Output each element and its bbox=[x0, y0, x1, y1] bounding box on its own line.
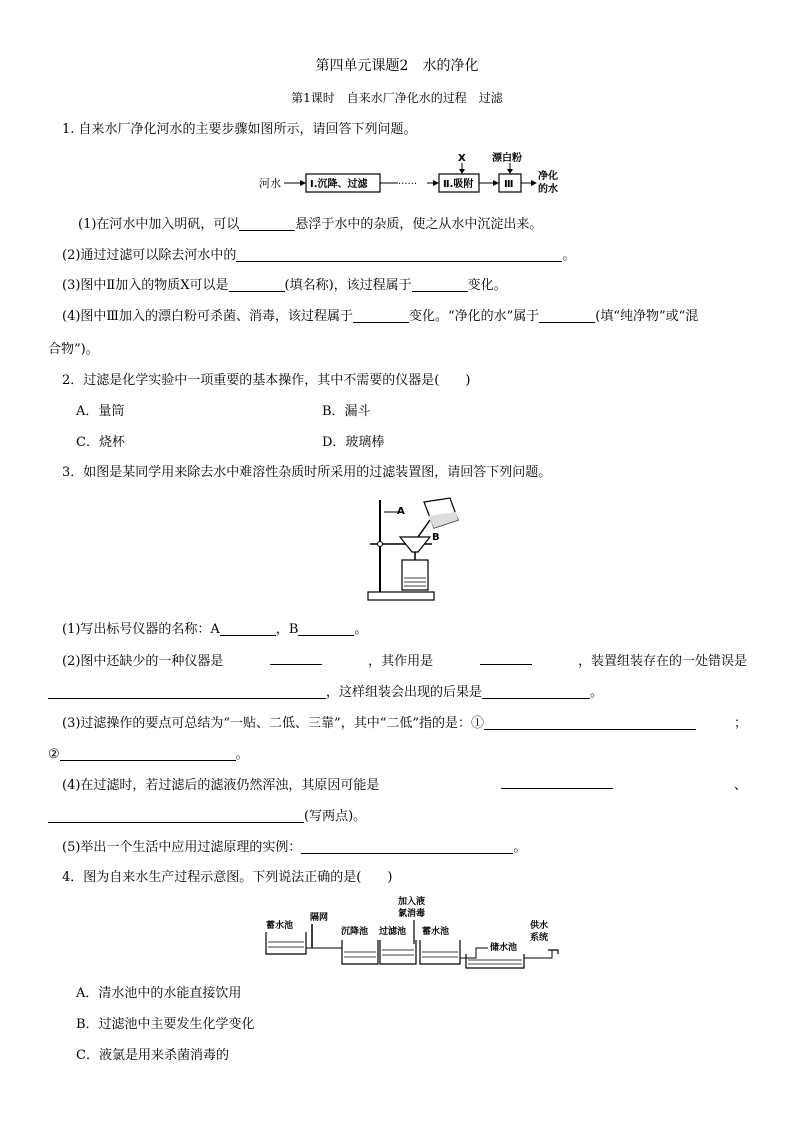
answer-blank[interactable] bbox=[270, 650, 322, 665]
q4-stem: 4．图为自来水生产过程示意图。下列说法正确的是( ) bbox=[62, 870, 393, 885]
q1-part4-cont: 合物”)。 bbox=[48, 342, 99, 357]
q3-part2-cont: ，这样组装会出现的后果是 。 bbox=[48, 681, 603, 700]
q1-x-label: X bbox=[458, 153, 466, 164]
q3-part4-cont: (写两点)。 bbox=[48, 805, 366, 824]
q4-option-c[interactable]: C．液氯是用来杀菌消毒的 bbox=[76, 1048, 229, 1063]
q4-storage-label: 蓄水池 bbox=[266, 921, 294, 931]
page-subtitle: 第1课时 自来水厂净化水的过程 过滤 bbox=[291, 91, 503, 105]
q4-screen-label: 隔网 bbox=[310, 913, 329, 923]
q4-reserve-label: 储水池 bbox=[490, 943, 518, 953]
q1-process-diagram bbox=[255, 148, 595, 198]
answer-blank[interactable] bbox=[353, 308, 409, 323]
q2-option-d[interactable]: D．玻璃棒 bbox=[322, 435, 385, 450]
reserve-tank bbox=[466, 954, 524, 968]
q1-output-label-2: 的水 bbox=[538, 184, 558, 195]
answer-blank[interactable] bbox=[482, 684, 590, 699]
q3-part3-cont: ② 。 bbox=[48, 747, 249, 762]
q4-process-diagram bbox=[262, 892, 570, 970]
q2-option-b[interactable]: B．漏斗 bbox=[322, 404, 371, 419]
q3-part2: (2)图中还缺少的一种仪器是 ，其作用是 ，装置组装存在的一处错误是 bbox=[62, 650, 747, 669]
q3-part4: (4)在过滤时，若过滤后的滤液仍然浑浊，其原因可能是 、 bbox=[62, 774, 747, 793]
q3-part3: (3)过滤操作的要点可总结为“一贴、二低、三靠”，其中“二低”指的是：① ； bbox=[62, 716, 747, 731]
answer-blank[interactable] bbox=[229, 277, 285, 292]
glass-rod bbox=[418, 520, 430, 537]
q1-output-label-1: 净化 bbox=[538, 171, 558, 182]
receiving-beaker bbox=[402, 560, 428, 590]
q1-part1: (1)在河水中加入明矾，可以 悬浮于水中的杂质，使之从水中沉淀出来。 bbox=[78, 217, 543, 232]
q1-bleach-label: 漂白粉 bbox=[492, 153, 522, 164]
answer-blank[interactable] bbox=[220, 621, 276, 636]
q4-supply-label-2: 系统 bbox=[530, 933, 549, 943]
q2-stem: 2．过滤是化学实验中一项重要的基本操作，其中不需要的仪器是( ) bbox=[62, 373, 471, 388]
q4-option-a[interactable]: A．清水池中的水能直接饮用 bbox=[76, 986, 242, 1001]
q3-stem: 3．如图是某同学用来除去水中难溶性杂质时所采用的过滤装置图，请回答下列问题。 bbox=[62, 465, 552, 480]
answer-blank[interactable] bbox=[301, 839, 513, 854]
answer-blank[interactable] bbox=[501, 774, 613, 789]
tap bbox=[548, 950, 558, 954]
page-title: 第四单元课题2 水的净化 bbox=[315, 58, 479, 74]
stand-base bbox=[368, 592, 434, 600]
q1-part4: (4)图中Ⅲ加入的漂白粉可杀菌、消毒，该过程属于 变化。“净化的水”属于 (填“纯净物”或“混 bbox=[62, 309, 699, 324]
answer-blank[interactable] bbox=[539, 308, 595, 323]
q3-filtration-apparatus bbox=[362, 492, 472, 604]
answer-blank[interactable] bbox=[298, 621, 354, 636]
answer-blank[interactable] bbox=[48, 808, 304, 823]
q1-step3-label: Ⅲ bbox=[504, 179, 514, 190]
q4-clear-tank-label: 蓄水池 bbox=[422, 927, 450, 937]
q3-part1: (1)写出标号仪器的名称：A ，B 。 bbox=[62, 622, 368, 637]
q1-part3: (3)图中Ⅱ加入的物质X可以是 (填名称)，该过程属于 变化。 bbox=[62, 278, 507, 293]
filter-tank bbox=[380, 940, 416, 964]
q4-option-b[interactable]: B．过滤池中主要发生化学变化 bbox=[76, 1017, 255, 1032]
q1-stem: 1. 自来水厂净化河水的主要步骤如图所示，请回答下列问题。 bbox=[62, 122, 417, 137]
q1-step2-label: Ⅱ.吸附 bbox=[443, 179, 474, 190]
q4-chlorine-label-1: 加入液 bbox=[398, 897, 426, 907]
answer-blank[interactable] bbox=[236, 247, 562, 262]
answer-blank[interactable] bbox=[412, 277, 468, 292]
q4-filter-label: 过滤池 bbox=[379, 927, 407, 937]
answer-blank[interactable] bbox=[239, 216, 295, 231]
svg-text:······: ······ bbox=[398, 179, 418, 190]
q1-part2: (2)通过过滤可以除去河水中的 。 bbox=[62, 248, 576, 263]
q2-option-a[interactable]: A．量筒 bbox=[76, 404, 125, 419]
answer-blank[interactable] bbox=[480, 650, 532, 665]
q1-step1-label: Ⅰ.沉降、过滤 bbox=[310, 179, 368, 190]
q2-option-c[interactable]: C．烧杯 bbox=[76, 435, 125, 450]
answer-blank[interactable] bbox=[48, 684, 326, 699]
q3-part5: (5)举出一个生活中应用过滤原理的实例： 。 bbox=[62, 840, 527, 855]
q4-supply-label-1: 供水 bbox=[530, 921, 549, 931]
q1-river-label: 河水 bbox=[259, 177, 281, 190]
label-b: B bbox=[432, 532, 440, 543]
label-a: A bbox=[397, 506, 405, 517]
answer-blank[interactable] bbox=[60, 746, 236, 761]
answer-blank[interactable] bbox=[484, 715, 696, 730]
storage-tank bbox=[266, 932, 306, 954]
q4-chlorine-label-2: 氯消毒 bbox=[398, 909, 426, 919]
q4-settling-label: 沉降池 bbox=[341, 927, 369, 937]
